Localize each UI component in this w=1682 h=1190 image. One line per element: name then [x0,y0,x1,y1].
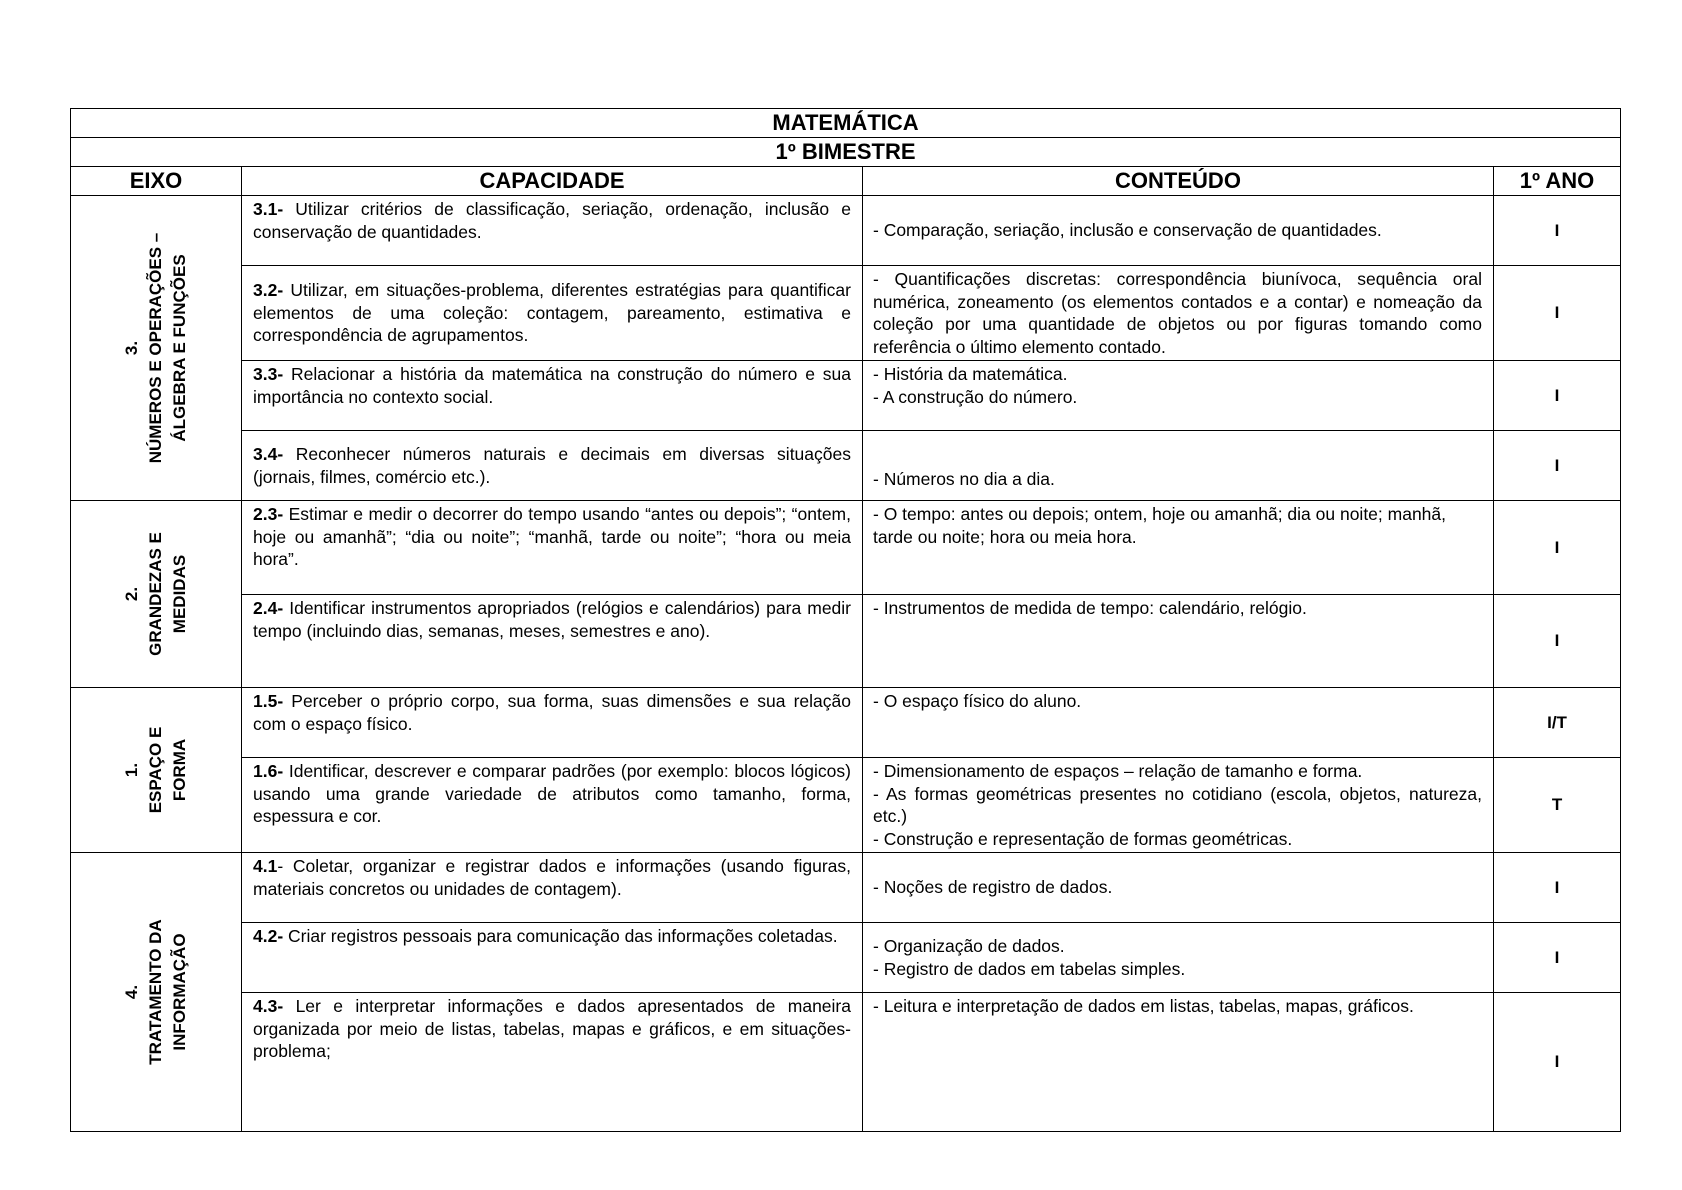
conteudo-line: - História da matemática. [873,364,1068,384]
conteudo-line: - O espaço físico do aluno. [873,691,1082,711]
capacidade-cell [242,758,863,853]
capacidade-code: 4.1 [253,856,278,876]
capacidade-cell [242,266,863,361]
table-row [71,688,1621,758]
header-conteudo: CONTEÚDO [863,167,1494,196]
ano-cell: I [1494,196,1621,266]
capacidade-text: Utilizar critérios de classificação, seriação, ordenação, inclusão e conservação de quantidades. [253,199,851,242]
table-row [71,993,1621,1132]
capacidade-text: Identificar, descrever e comparar padrões (por exemplo: blocos lógicos) usando uma grande variedade de atributos como tamanho, forma, espessura e cor. [253,761,851,826]
capacidade-text: Identificar instrumentos apropriados (relógios e calendários) para medir tempo (incluindo dias, semanas, meses, semestres e ano). [253,598,851,641]
conteudo-cell [863,595,1494,688]
eixo-espaco-forma [71,688,242,853]
capacidade-text: Utilizar, em situações-problema, diferentes estratégias para quantificar elementos de uma coleção: contagem, pareamento, estimativa e correspondência de agrupamentos. [253,280,851,346]
capacidade-text: - Coletar, organizar e registrar dados e informações (usando figuras, materiais concretos ou unidades de contagem). [253,856,851,899]
eixo-label: FORMA [170,738,189,802]
capacidade-code: 2.3- [253,504,284,524]
table-row [71,758,1621,853]
ano-cell: I [1494,501,1621,595]
capacidade-code: 4.2- [253,926,284,946]
ano-cell: I [1494,853,1621,923]
capacidade-code: 3.2- [253,280,284,301]
capacidade-cell [242,595,863,688]
capacidade-text: Estimar e medir o decorrer do tempo usando “antes ou depois”; “ontem, hoje ou amanhã”; “dia ou noite”; “manhã, tarde ou noite”; “hora ou meia hora”. [253,504,851,569]
table-title: MATEMÁTICA [71,109,1621,138]
eixo-label: NÚMEROS E OPERAÇÕES – [146,232,165,464]
table-row [71,853,1621,923]
capacidade-cell [242,923,863,993]
capacidade-text: Reconhecer números naturais e decimais em diversas situações (jornais, filmes, comércio etc.). [253,444,851,487]
capacidade-cell [242,431,863,501]
conteudo-cell [863,431,1494,501]
capacidade-code: 1.6- [253,761,284,781]
subtitle-row [71,138,1621,167]
conteudo-cell [863,196,1494,266]
ano-cell: I [1494,361,1621,431]
capacidade-code: 3.1- [253,199,284,219]
ano-cell: T [1494,758,1621,853]
table-row [71,501,1621,595]
header-capacidade: CAPACIDADE [242,167,863,196]
table-row [71,923,1621,993]
ano-cell: I [1494,266,1621,361]
conteudo-line: - A construção do número. [873,386,1078,407]
conteudo-line: - Números no dia a dia. [873,468,1055,489]
eixo-label: ÁLGEBRA E FUNÇÕES [170,254,189,442]
capacidade-text: Criar registros pessoais para comunicação das informações coletadas. [288,926,838,946]
header-row [71,167,1621,196]
conteudo-line: - Noções de registro de dados. [873,877,1113,898]
table-row [71,361,1621,431]
conteudo-line: - Registro de dados em tabelas simples. [873,958,1186,979]
capacidade-cell [242,196,863,266]
table-row [71,595,1621,688]
eixo-numeros-operacoes [71,196,242,501]
capacidade-code: 4.3- [253,996,284,1016]
header-ano: 1º ANO [1494,167,1621,196]
capacidade-cell [242,501,863,595]
conteudo-cell [863,853,1494,923]
table-row [71,266,1621,361]
eixo-label: GRANDEZAS E [146,532,165,656]
capacidade-cell [242,993,863,1132]
conteudo-line: - Construção e representação de formas geométricas. [873,828,1293,849]
conteudo-cell [863,361,1494,431]
table-row [71,431,1621,501]
ano-cell: I/T [1494,688,1621,758]
conteudo-cell [863,501,1494,595]
conteudo-cell [863,266,1494,361]
capacidade-code: 1.5- [253,691,284,711]
curriculum-table [70,108,1621,1132]
ano-cell: I [1494,595,1621,688]
conteudo-cell [863,758,1494,853]
conteudo-cell [863,688,1494,758]
eixo-number: 3. [122,340,141,356]
conteudo-line: - Organização de dados. [873,936,1065,956]
eixo-label: MEDIDAS [170,554,189,634]
capacidade-text: Ler e interpretar informações e dados apresentados de maneira organizada por meio de listas, tabelas, mapas e gráficos, e em situações-problema; [253,996,851,1061]
title-row [71,109,1621,138]
eixo-number: 4. [122,984,141,1000]
conteudo-cell [863,923,1494,993]
conteudo-line: - Quantificações discretas: correspondência biunívoca, sequência oral numérica, zoneamento (os elementos contados e a contar) e nomeação da coleção por uma quantidade de objetos ou por figuras tomando como referência o último elemento contado. [873,269,1482,357]
conteudo-line: - As formas geométricas presentes no cotidiano (escola, objetos, natureza, etc.) [873,783,1482,826]
eixo-label: TRATAMENTO DA [146,919,165,1065]
ano-cell: I [1494,993,1621,1132]
eixo-number: 2. [122,586,141,602]
capacidade-text: Perceber o próprio corpo, sua forma, suas dimensões e sua relação com o espaço físico. [253,691,851,734]
capacidade-code: 2.4- [253,598,284,618]
eixo-number: 1. [122,762,141,778]
conteudo-line: - O tempo: antes ou depois; ontem, hoje ou amanhã; dia ou noite; manhã, tarde ou noite; hora ou meia hora. [873,504,1447,547]
capacidade-code: 3.3- [253,364,284,384]
header-eixo: EIXO [71,167,242,196]
table-subtitle: 1º BIMESTRE [71,138,1621,167]
conteudo-line: - Comparação, seriação, inclusão e conservação de quantidades. [873,220,1382,241]
eixo-tratamento-informacao [71,853,242,1132]
conteudo-cell [863,993,1494,1132]
eixo-grandezas-medidas [71,501,242,688]
ano-cell: I [1494,431,1621,501]
capacidade-text: Relacionar a história da matemática na construção do número e sua importância no contexto social. [253,364,851,407]
capacidade-cell [242,361,863,431]
capacidade-cell [242,853,863,923]
conteudo-line: - Instrumentos de medida de tempo: calendário, relógio. [873,598,1307,618]
conteudo-line: - Leitura e interpretação de dados em listas, tabelas, mapas, gráficos. [873,996,1414,1016]
ano-cell: I [1494,923,1621,993]
eixo-label: ESPAÇO E [146,726,165,814]
eixo-label: INFORMAÇÃO [170,933,189,1051]
capacidade-cell [242,688,863,758]
conteudo-line: - Dimensionamento de espaços – relação de tamanho e forma. [873,761,1363,781]
table-row [71,196,1621,266]
capacidade-code: 3.4- [253,444,284,464]
